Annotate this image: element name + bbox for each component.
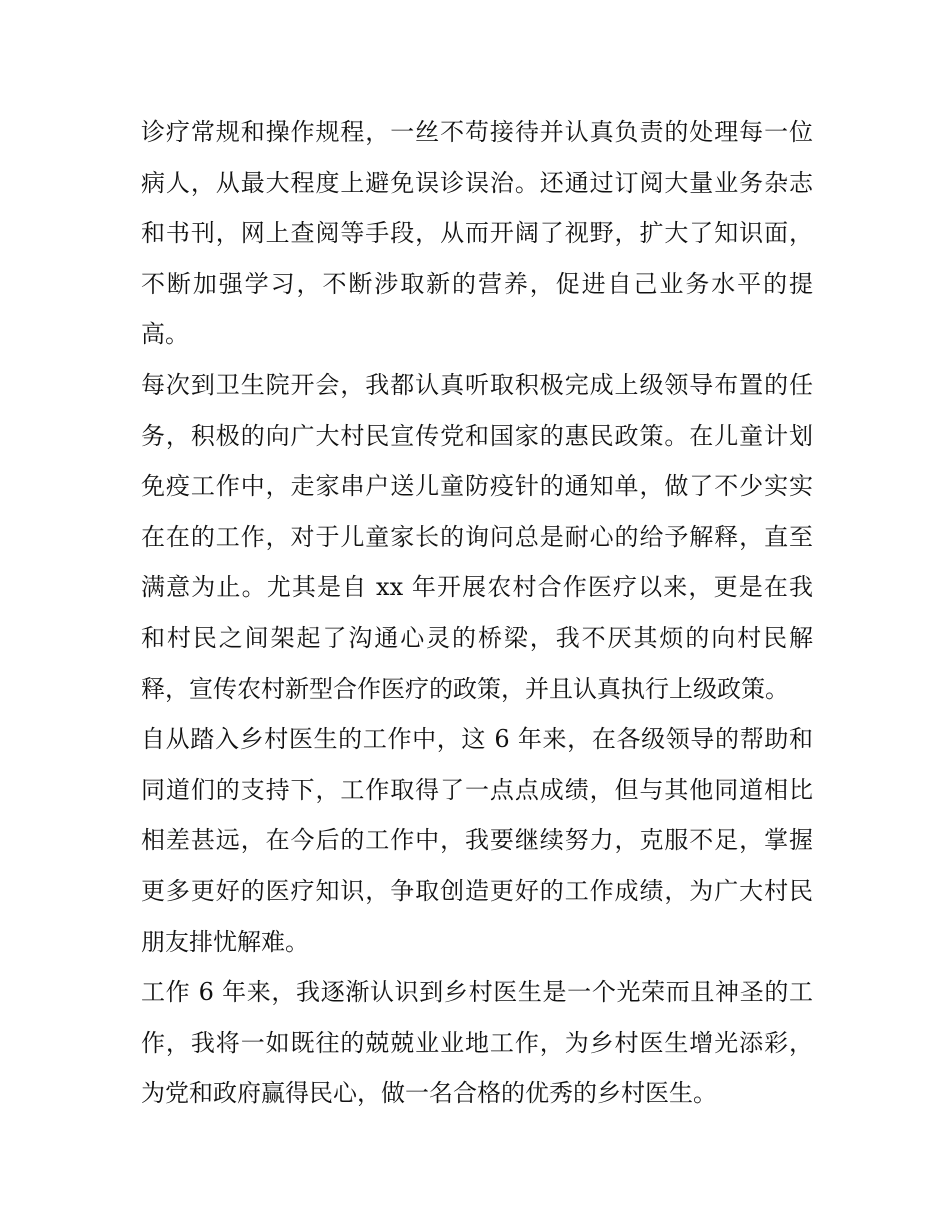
paragraph-2-line-4: 在在的工作，对于儿童家长的询问总是耐心的给予解释，直至 — [141, 522, 813, 551]
paragraph-3-line-1: 自从踏入乡村医生的工作中，这 6 年来，在各级领导的帮助和 — [141, 725, 813, 754]
paragraph-4-line-3: 为党和政府赢得民心，做一名合格的优秀的乡村医生。 — [141, 1079, 717, 1108]
paragraph-1-line-1: 诊疗常规和操作规程，一丝不苟接待并认真负责的处理每一位 — [141, 118, 813, 146]
paragraph-1-line-4: 不断加强学习，不断涉取新的营养，促进自己业务水平的提 — [141, 269, 813, 298]
paragraph-2-line-5: 满意为止。尤其是自 xx 年开展农村合作医疗以来，更是在我 — [141, 573, 813, 602]
paragraph-2-line-6: 和村民之间架起了沟通心灵的桥梁，我不厌其烦的向村民解 — [141, 623, 813, 652]
document-body — [141, 107, 813, 1119]
paragraph-2-line-2: 务，积极的向广大村民宣传党和国家的惠民政策。在儿童计划 — [141, 421, 813, 450]
paragraph-1-line-2: 病人，从最大程度上避免误诊误治。还通过订阅大量业务杂志 — [141, 168, 813, 197]
paragraph-4-line-1: 工作 6 年来，我逐渐认识到乡村医生是一个光荣而且神圣的工 — [141, 978, 813, 1007]
paragraph-3-line-5: 朋友排忧解难。 — [141, 927, 309, 956]
paragraph-2-line-3: 免疫工作中，走家串户送儿童防疫针的通知单，做了不少实实 — [141, 472, 813, 501]
paragraph-3-line-4: 更多更好的医疗知识，争取创造更好的工作成绩，为广大村民 — [141, 876, 813, 905]
paragraph-2-line-1: 每次到卫生院开会，我都认真听取积极完成上级领导布置的任 — [141, 370, 813, 399]
paragraph-3-line-3: 相差甚远，在今后的工作中，我要继续努力，克服不足，掌握 — [141, 826, 813, 855]
paragraph-4-line-2: 作，我将一如既往的兢兢业业地工作，为乡村医生增光添彩， — [141, 1028, 813, 1057]
paragraph-1-line-5: 高。 — [141, 320, 189, 349]
paragraph-2-line-7: 释，宣传农村新型合作医疗的政策，并且认真执行上级政策。 — [141, 674, 789, 703]
paragraph-3-line-2: 同道们的支持下，工作取得了一点点成绩，但与其他同道相比 — [141, 775, 813, 804]
paragraph-1-line-3: 和书刊，网上查阅等手段，从而开阔了视野，扩大了知识面， — [141, 219, 813, 248]
